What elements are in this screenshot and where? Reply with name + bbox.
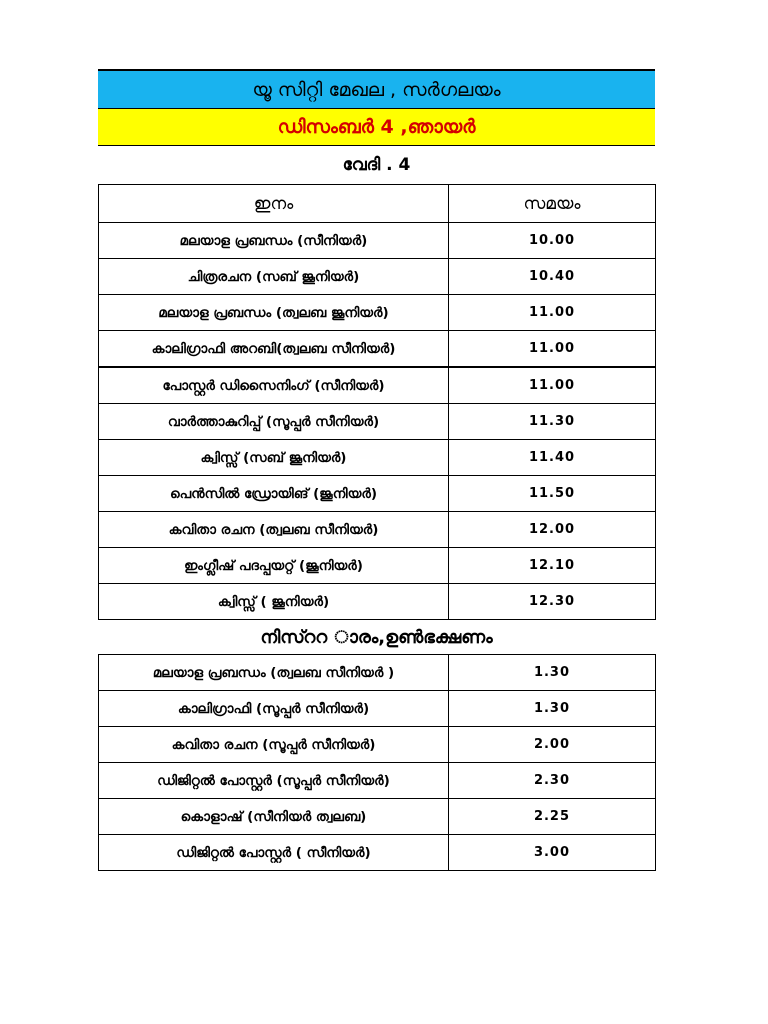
event-time: 10.00 [449, 223, 656, 259]
event-time: 10.40 [449, 259, 656, 295]
event-time: 12.30 [449, 584, 656, 620]
column-header-event: ഇനം [99, 185, 449, 223]
table-row [99, 548, 656, 584]
event-time: 11.00 [449, 295, 656, 331]
event-time: 3.00 [449, 835, 656, 871]
venue-label: വേദി . 4 [342, 155, 411, 175]
table-row [99, 512, 656, 548]
event-name: കൊളാഷ് (സീനിയർ ത്വലബ) [99, 799, 449, 835]
event-time: 1.30 [449, 655, 656, 691]
event-name: കവിതാ രചന (സൂപ്പർ സീനിയർ) [99, 727, 449, 763]
table-row [99, 835, 656, 871]
morning-schedule-table [98, 184, 656, 620]
event-name: ഡിജിറ്റൽ പോസ്റ്റർ ( സീനിയർ) [99, 835, 449, 871]
event-name: ക്വിസ്സ് (സബ് ജൂനിയർ) [99, 440, 449, 476]
event-name: ചിത്രരചന (സബ് ജൂനിയർ) [99, 259, 449, 295]
table-row [99, 476, 656, 512]
event-name: മലയാള പ്രബന്ധം (സീനിയർ) [99, 223, 449, 259]
break-heading [98, 620, 655, 654]
table-row [99, 223, 656, 259]
event-time: 11.00 [449, 331, 656, 368]
afternoon-schedule-table [98, 654, 656, 871]
event-name: കാലിഗ്രാഫി (സൂപ്പർ സീനിയർ) [99, 691, 449, 727]
event-time: 11.40 [449, 440, 656, 476]
event-title-banner [98, 69, 655, 108]
event-time: 11.00 [449, 367, 656, 404]
table-row [99, 259, 656, 295]
event-time: 2.30 [449, 763, 656, 799]
schedule-sheet [98, 69, 655, 871]
event-name: ക്വിസ്സ് ( ജൂനിയർ) [99, 584, 449, 620]
event-name: ഡിജിറ്റൽ പോസ്റ്റർ (സൂപ്പർ സീനിയർ) [99, 763, 449, 799]
event-time: 12.00 [449, 512, 656, 548]
event-name: വാർത്താകുറിപ്പ് (സൂപ്പർ സീനിയർ) [99, 404, 449, 440]
event-name: കവിതാ രചന (ത്വലബ സീനിയർ) [99, 512, 449, 548]
event-name: കാലിഗ്രാഫി അറബി(ത്വലബ സീനിയർ) [99, 331, 449, 368]
column-header-time: സമയം [449, 185, 656, 223]
event-time: 2.25 [449, 799, 656, 835]
table-row [99, 331, 656, 368]
table-row [99, 727, 656, 763]
venue-heading [98, 146, 655, 184]
event-date: ഡിസംബർ 4 ,ഞായർ [277, 116, 476, 138]
event-name: മലയാള പ്രബന്ധം (ത്വലബ ജൂനിയർ) [99, 295, 449, 331]
break-label: നിസ്ററ ാരം,ഉൺഭക്ഷണം [260, 626, 493, 648]
table-row [99, 295, 656, 331]
event-time: 11.50 [449, 476, 656, 512]
event-name: മലയാള പ്രബന്ധം (ത്വലബ സീനിയർ ) [99, 655, 449, 691]
table-row [99, 691, 656, 727]
event-title: യൂ സിറ്റി മേഖല , സർഗലയം [252, 78, 501, 101]
event-name: പെൻസിൽ ഡ്രോയിങ് (ജൂനിയർ) [99, 476, 449, 512]
event-name: പോസ്റ്റർ ഡിസൈനിംഗ് (സീനിയർ) [99, 367, 449, 404]
event-date-banner [98, 108, 655, 146]
table-row [99, 799, 656, 835]
table-row [99, 367, 656, 404]
table-header-row [99, 185, 656, 223]
event-time: 1.30 [449, 691, 656, 727]
event-time: 11.30 [449, 404, 656, 440]
table-row [99, 763, 656, 799]
event-time: 12.10 [449, 548, 656, 584]
table-row [99, 440, 656, 476]
event-time: 2.00 [449, 727, 656, 763]
table-row [99, 404, 656, 440]
event-name: ഇംഗ്ലീഷ് പദപ്പയറ്റ് (ജൂനിയർ) [99, 548, 449, 584]
table-row [99, 655, 656, 691]
table-row [99, 584, 656, 620]
